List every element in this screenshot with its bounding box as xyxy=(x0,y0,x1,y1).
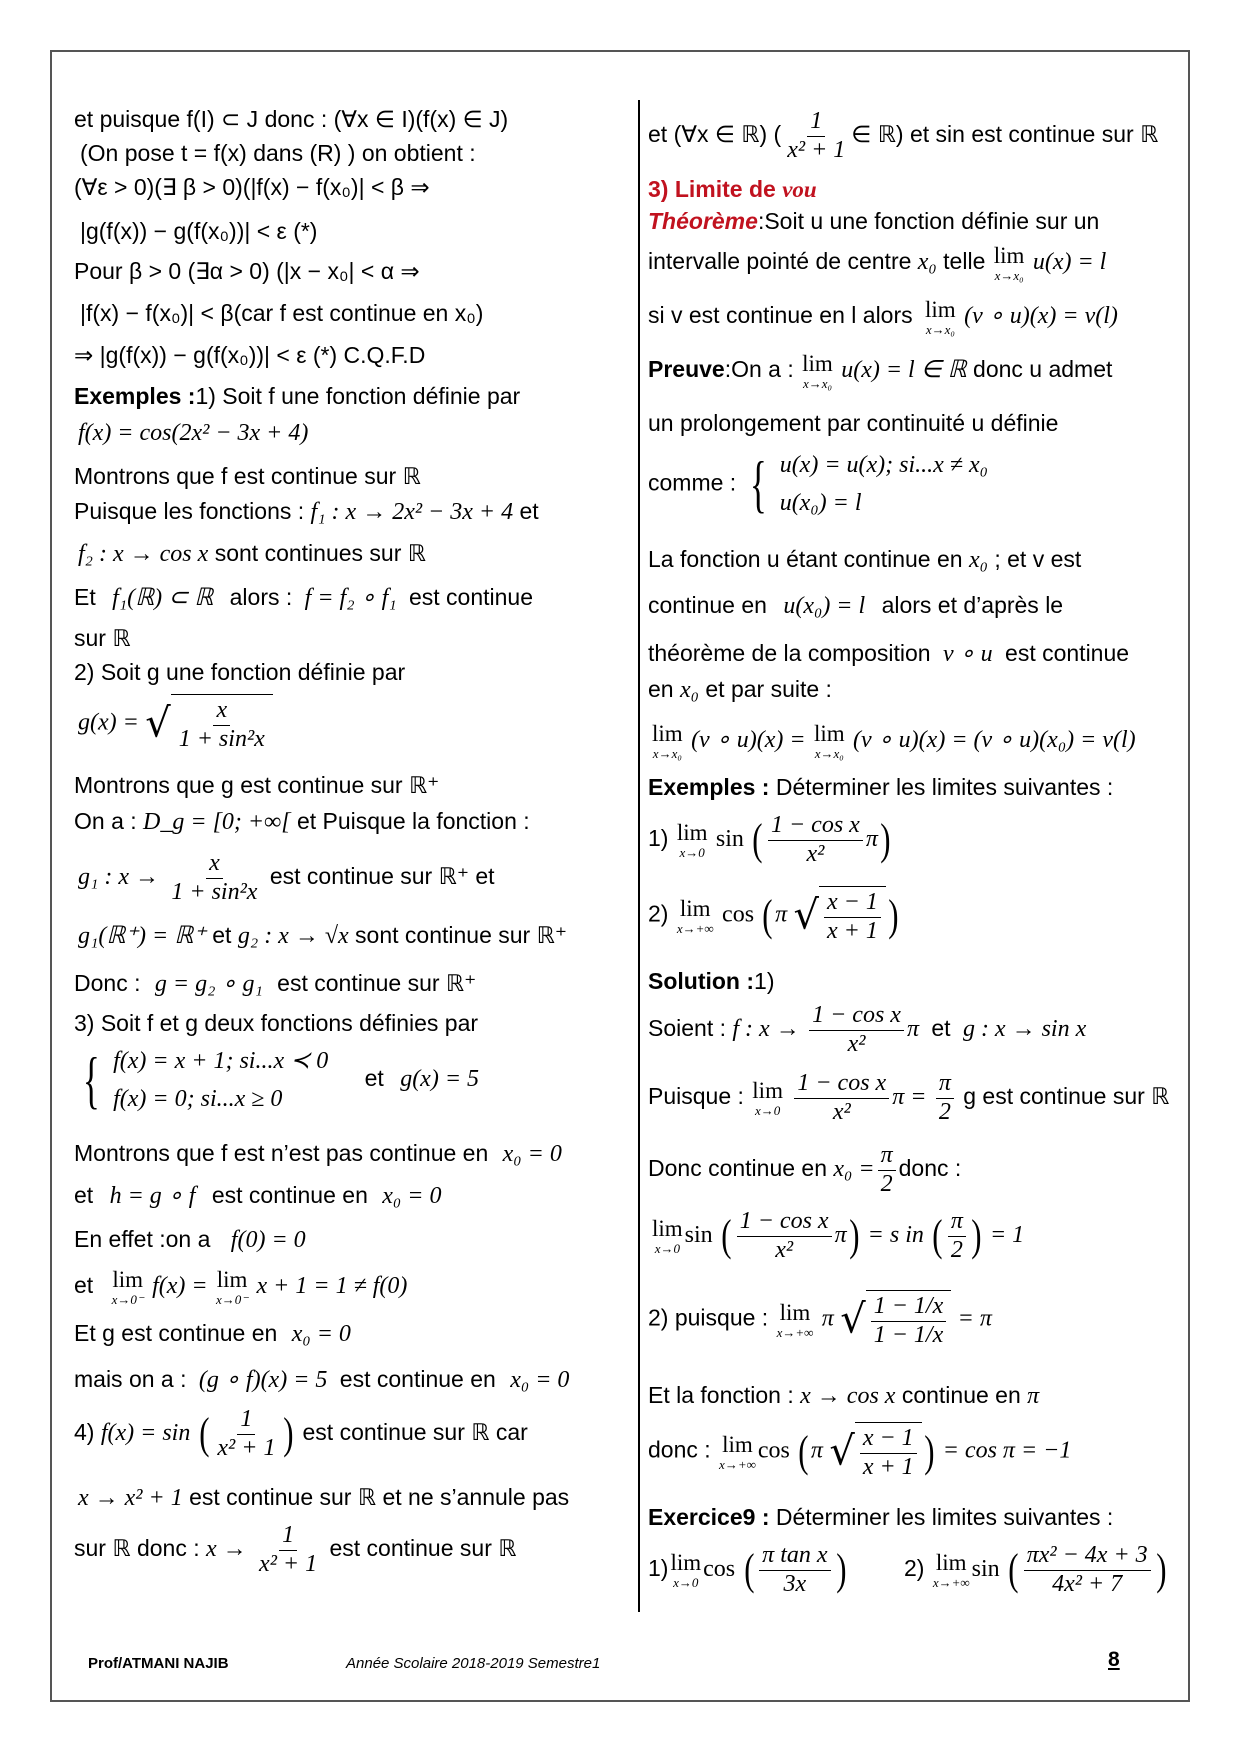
text-line: 2) Soit g une fonction définie par xyxy=(74,659,406,685)
text: alors : xyxy=(229,584,293,610)
text: est continue sur ℝ xyxy=(329,1535,517,1562)
numerator: 1 − cos x xyxy=(768,812,863,841)
formula: x → xyxy=(206,1536,247,1563)
text-line: Montrons que f est continue sur ℝ xyxy=(74,463,421,489)
text: mais on a : xyxy=(74,1366,187,1392)
denominator: x + 1 xyxy=(827,917,878,944)
denominator: x² xyxy=(847,1030,866,1057)
formula-line: 2) puisque : lim x→+∞ π √ $\frac{1 - 1/x}{1 - 1/x}$ = π xyxy=(648,1290,992,1349)
formula: π xyxy=(821,1305,834,1332)
numerator: 1 xyxy=(279,1522,297,1551)
lim: lim xyxy=(652,721,683,746)
text: et Puisque la fonction : xyxy=(296,808,530,834)
formula: u(x) = u(x); si...x ≠ x₀ xyxy=(779,452,988,478)
text: Et la fonction : xyxy=(648,1382,794,1408)
denominator: x² xyxy=(832,1098,851,1125)
text: et xyxy=(931,1015,951,1042)
text: ∈ ℝ) et sin est continue sur ℝ xyxy=(851,121,1159,148)
text: et xyxy=(519,498,539,524)
theorem-title: Théorème xyxy=(648,208,758,234)
lim-sub: x→x₀ xyxy=(925,322,955,337)
formula-line: 1) lim x→0 cos ( $\frac{\text{π tan x}}{3x}$ ) xyxy=(648,1542,846,1597)
lim-sub: x→x₀ xyxy=(814,746,844,761)
text-line: Pour β > 0 (∃α > 0) (|x − x₀| < α ⇒ xyxy=(74,258,420,284)
text-line: sur ℝ xyxy=(74,625,131,651)
lim: lim xyxy=(993,243,1025,268)
formula: π xyxy=(906,1016,919,1043)
examples-heading xyxy=(74,383,520,409)
formula: f = f₂ ∘ f₁ xyxy=(304,585,397,611)
formula: sin xyxy=(971,1556,1000,1583)
solution-heading xyxy=(648,968,774,994)
formula: (v ∘ u)(x) = (v ∘ u)(x₀) = v(l) xyxy=(853,727,1136,754)
formula: g(x) = xyxy=(78,709,139,736)
text-line: et puisque f(I) ⊂ J donc : (∀x ∈ I)(f(x) ∈ J) xyxy=(74,106,509,132)
formula: x₀ = 0 xyxy=(382,1183,442,1209)
exercise-heading xyxy=(648,1504,1113,1530)
lim: lim xyxy=(722,1431,753,1457)
denominator: 4x² + 7 xyxy=(1052,1570,1123,1597)
text-line: 3) Soit f et g deux fonctions définies par xyxy=(74,1010,479,1036)
denominator: 2 xyxy=(880,1170,893,1197)
formula: x₀ xyxy=(917,249,937,276)
formula: x₀ = 0 xyxy=(502,1141,562,1167)
text-line xyxy=(78,1484,569,1513)
formula: π xyxy=(775,901,788,928)
text-line xyxy=(74,808,530,837)
formula: π xyxy=(1027,1383,1040,1409)
formula: = 1 xyxy=(989,1222,1025,1249)
text-line xyxy=(74,584,533,613)
text-line xyxy=(74,1268,407,1306)
text: telle xyxy=(943,248,986,275)
formula: x + 1 = 1 ≠ f(0) xyxy=(256,1273,408,1300)
text: et xyxy=(364,1065,384,1092)
formula-line xyxy=(74,1522,516,1578)
formula: f(x) = xyxy=(152,1273,208,1300)
formula: f₂ : x → cos x xyxy=(78,541,209,567)
lim: lim xyxy=(752,1078,783,1104)
text: g est continue sur ℝ xyxy=(963,1083,1170,1110)
text: Puisque : xyxy=(648,1083,744,1110)
formula-line xyxy=(648,108,1158,164)
formula: = cos π = −1 xyxy=(942,1437,1072,1464)
formula: vou xyxy=(782,177,817,202)
text: :On a : xyxy=(724,356,794,383)
text-line xyxy=(648,298,1118,336)
text: est continue sur ℝ et ne s’annule pas xyxy=(189,1484,570,1510)
text: 1) xyxy=(648,1555,669,1582)
formula: x₀ xyxy=(679,677,699,703)
text: et xyxy=(74,1272,94,1299)
formula: u(x₀) = l xyxy=(779,490,862,517)
text: On a : xyxy=(74,808,137,834)
lim: lim xyxy=(779,1299,811,1325)
formula-line xyxy=(78,850,495,906)
piecewise-system: comme : { u(x) = u(x); si...x ≠ x₀ u(x₀) = l xyxy=(648,446,988,523)
formula: f₁(ℝ) ⊂ ℝ xyxy=(112,585,214,611)
formula: = π xyxy=(957,1305,992,1332)
lim-sub: x→0 xyxy=(679,845,705,861)
lim-sub: x→+∞ xyxy=(932,1575,970,1591)
text: donc : xyxy=(898,1155,962,1182)
denominator: x² + 1 xyxy=(217,1434,276,1461)
text: Soient : xyxy=(648,1015,726,1042)
formula: x₀ = 0 xyxy=(291,1321,351,1347)
text: 1) xyxy=(754,968,775,994)
text: Et xyxy=(74,584,96,610)
text-line: Montrons que g est continue sur ℝ⁺ xyxy=(74,772,440,798)
text: alors et d’après le xyxy=(881,592,1064,618)
formula-line xyxy=(648,1002,1086,1058)
numerator: x xyxy=(213,697,230,726)
text: Déterminer les limites suivantes : xyxy=(775,774,1114,800)
formula: x₀ = 0 xyxy=(510,1367,570,1393)
footer-author: Prof/ATMANI NAJIB xyxy=(88,1655,229,1672)
numerator: π xyxy=(936,1070,954,1099)
text-line xyxy=(74,1366,569,1395)
formula-line xyxy=(648,1070,1169,1126)
numerator: π tan x xyxy=(759,1542,830,1571)
text: est continue sur ℝ⁺ et xyxy=(269,863,495,890)
proof-line xyxy=(648,352,1112,390)
formula: g = g₂ ∘ g₁ xyxy=(154,971,263,997)
text-line xyxy=(78,540,426,569)
formula: π xyxy=(865,826,878,853)
text: :Soit u une fonction définie sur un xyxy=(757,208,1100,234)
text-line: |g(f(x)) − g(f(x₀))| < ε (*) xyxy=(80,218,318,244)
examples-title: Exemples : xyxy=(648,774,770,800)
numerator: 1 − cos x xyxy=(794,1070,889,1099)
text-line xyxy=(74,970,476,999)
lim: lim xyxy=(935,1550,967,1576)
lim: lim xyxy=(652,1216,683,1242)
text: continue en xyxy=(901,1382,1021,1408)
formula: f(x) = x + 1; si...x ≺ 0 xyxy=(113,1048,329,1074)
proof-title: Preuve xyxy=(648,356,725,383)
denominator: x² xyxy=(806,840,825,867)
denominator: x² + 1 xyxy=(259,1550,318,1577)
formula: f(0) = 0 xyxy=(230,1227,306,1253)
section-title: 3) Limite de xyxy=(648,176,776,202)
text: si v est continue en l alors xyxy=(648,302,913,329)
text: intervalle pointé de centre xyxy=(648,248,912,275)
text: 1) xyxy=(648,825,669,852)
text-line xyxy=(74,1226,306,1255)
lim-sub: x→0 xyxy=(673,1575,699,1591)
formula-line xyxy=(650,722,1136,760)
formula-line xyxy=(78,694,273,753)
examples-title: Exemples : xyxy=(74,383,196,409)
text: est continue xyxy=(408,584,534,610)
formula: cos xyxy=(757,1437,790,1464)
formula-line: 2) lim x→+∞ sin ( $\frac{\text{πx² − 4x + 3}}{\text{4x² + 7}}$ ) xyxy=(904,1542,1167,1597)
text: Déterminer les limites suivantes : xyxy=(775,1504,1114,1530)
text: 2) xyxy=(904,1555,925,1582)
numerator: 1 xyxy=(807,108,825,137)
text: Puisque les fonctions : xyxy=(74,498,305,524)
lim-sub: x→+∞ xyxy=(776,1324,814,1340)
numerator: x xyxy=(206,850,223,879)
numerator: πx² − 4x + 3 xyxy=(1024,1542,1151,1571)
formula: g₂ : x → √x xyxy=(237,923,349,949)
formula: (v ∘ u)(x) = v(l) xyxy=(964,303,1118,330)
formula: u(x) = l ∈ ℝ xyxy=(841,357,967,384)
text-line: |f(x) − f(x₀)| < β(car f est continue en x₀) xyxy=(80,300,484,326)
text: donc : xyxy=(648,1436,711,1463)
text: En effet :on a xyxy=(74,1226,211,1252)
lim-sub: x→0⁻ xyxy=(216,1292,249,1307)
text-line xyxy=(648,1382,1039,1411)
text-line: ⇒ |g(f(x)) − g(f(x₀))| < ε (*) C.Q.F.D xyxy=(74,342,426,368)
formula: f(x) = 0; si...x ≥ 0 xyxy=(113,1086,283,1113)
text: est continue xyxy=(1005,640,1130,666)
text-line: (∀ε > 0)(∃ β > 0)(|f(x) − f(x₀)| < β ⇒ xyxy=(74,174,430,200)
formula: (v ∘ u)(x) = xyxy=(691,727,806,754)
text: et xyxy=(212,922,232,948)
column-divider xyxy=(638,100,640,1612)
text: et (∀x ∈ ℝ) ( xyxy=(648,121,782,148)
numerator: 1 − 1/x xyxy=(871,1293,947,1322)
lim: lim xyxy=(679,895,711,921)
text: ; et v est xyxy=(994,546,1082,572)
formula-line: 4) f(x) = sin ( $\frac{1}{\text{x² + 1}}$ ) est continue sur ℝ car xyxy=(74,1406,528,1461)
formula: g : x → sin x xyxy=(962,1016,1087,1043)
denominator: 1 − 1/x xyxy=(873,1321,944,1348)
text: est continue sur ℝ⁺ xyxy=(277,970,477,996)
text: Donc : xyxy=(74,970,141,996)
text: sur ℝ donc : xyxy=(74,1535,200,1562)
formula: h = g ∘ f xyxy=(109,1183,196,1209)
denominator: x² + 1 xyxy=(787,136,846,163)
section-heading xyxy=(648,176,817,203)
formula: x → x² + 1 xyxy=(78,1485,183,1511)
text: est continue sur ℝ car xyxy=(302,1419,528,1446)
numerator: π xyxy=(948,1208,966,1237)
formula: f₁ : x → 2x² − 3x + 4 xyxy=(310,499,514,525)
numerator: 1 − cos x xyxy=(809,1002,904,1031)
denominator: x + 1 xyxy=(862,1453,914,1480)
formula: cos xyxy=(722,901,755,928)
text: est continue en xyxy=(339,1366,496,1392)
formula-line: 2) lim x→+∞ cos (π √ $\frac{x - 1}{x + 1}$ ) xyxy=(648,886,901,945)
formula: u(x) = l xyxy=(1032,249,1107,276)
lim: lim xyxy=(112,1267,143,1292)
text: 1) Soit f une fonction définie par xyxy=(195,383,521,409)
text: Et g est continue en xyxy=(74,1320,278,1346)
text: 2) puisque : xyxy=(648,1304,769,1331)
formula: π xyxy=(810,1437,823,1464)
text-line xyxy=(74,1140,562,1169)
formula: π xyxy=(834,1222,847,1249)
formula: sin xyxy=(684,1222,713,1249)
formula-line: 1) lim x→0 sin ( $\frac{\text{1 − cos x}}{\text{x²}}$ π) xyxy=(648,812,891,867)
formula: π = xyxy=(892,1084,927,1111)
footer-year: Année Scolaire 2018-2019 Semestre1 xyxy=(346,1655,601,1672)
page-number: 8 xyxy=(1108,1648,1120,1671)
formula: g₁(ℝ⁺) = ℝ⁺ xyxy=(78,923,206,949)
solution-title: Solution : xyxy=(648,968,755,994)
text-line xyxy=(78,922,567,951)
text: est continue en xyxy=(211,1182,368,1208)
lim-sub: x→x₀ xyxy=(994,268,1024,283)
formula: cos xyxy=(703,1556,736,1583)
formula-line: lim x→0 sin ( $\frac{\text{1 − cos x}}{\text{x²}}$ π) = s in ( $\frac{\pi}{2}$ ) = 1 xyxy=(652,1208,1025,1263)
formula-line: donc : lim x→+∞ cos (π √ $\frac{x - 1}{x + 1}$ ) = cos π = −1 xyxy=(648,1422,1071,1481)
numerator: x − 1 xyxy=(824,889,881,918)
lim: lim xyxy=(216,1267,248,1292)
sqrt: √ $\frac{x}{\text{1 + sin²x}}$ xyxy=(145,694,273,753)
text-line xyxy=(74,498,539,527)
text: comme : xyxy=(648,469,737,496)
lim: lim xyxy=(670,1550,702,1576)
lim: lim xyxy=(676,820,708,846)
denominator: 1 + sin²x xyxy=(171,878,258,905)
text: Montrons que f est n’est pas continue en xyxy=(74,1140,489,1166)
numerator: 1 xyxy=(237,1406,255,1435)
formula: f(x) = sin xyxy=(100,1420,191,1447)
formula: f : x → xyxy=(732,1016,800,1043)
text: Donc continue en xyxy=(648,1155,828,1182)
formula: u(x₀) = l xyxy=(783,593,866,619)
text-line xyxy=(74,1320,351,1349)
text-line xyxy=(648,546,1081,575)
numerator: x − 1 xyxy=(860,1425,917,1454)
lim-sub: x→x₀ xyxy=(652,746,682,761)
formula: g(x) = 5 xyxy=(400,1066,480,1093)
formula: D_g = [0; +∞[ xyxy=(143,809,291,835)
text: 2) xyxy=(648,900,669,927)
formula: x → cos x xyxy=(800,1383,896,1409)
exercise-title: Exercice9 : xyxy=(648,1504,770,1530)
formula: g₁ : x → xyxy=(78,864,159,891)
lim-sub: x→+∞ xyxy=(676,920,714,936)
theorem-line xyxy=(648,208,1099,234)
lim-sub: x→x₀ xyxy=(802,376,833,391)
lim-sub: x→+∞ xyxy=(719,1456,756,1472)
text: et xyxy=(74,1182,94,1208)
formula-line xyxy=(648,1142,961,1198)
numerator: π xyxy=(878,1142,896,1171)
text-line xyxy=(648,244,1106,282)
text: et par suite : xyxy=(705,676,832,702)
denominator: x² xyxy=(775,1236,794,1263)
text: donc u admet xyxy=(973,356,1113,383)
text-line xyxy=(648,640,1129,669)
text: La fonction u étant continue en xyxy=(648,546,963,572)
text-line: (On pose t = f(x) dans (R) ) on obtient : xyxy=(80,140,476,166)
denominator: 1 + sin²x xyxy=(178,725,265,752)
text: continue en xyxy=(648,592,767,618)
lim: lim xyxy=(925,297,956,322)
text-line xyxy=(648,592,1063,621)
denominator: 3x xyxy=(783,1570,807,1597)
formula: (g ∘ f)(x) = 5 xyxy=(198,1367,328,1393)
formula: = s in xyxy=(867,1222,924,1249)
text: sont continue sur ℝ⁺ xyxy=(355,922,567,948)
text: 4) xyxy=(74,1419,95,1446)
text-line: un prolongement par continuité u définie xyxy=(648,410,1059,436)
numerator: 1 − cos x xyxy=(737,1208,832,1237)
formula: x₀ xyxy=(968,547,988,573)
lim-sub: x→0 xyxy=(754,1103,781,1119)
formula: sin xyxy=(715,826,744,853)
formula: f(x) = cos(2x² − 3x + 4) xyxy=(78,420,309,446)
formula: v ∘ u xyxy=(942,641,993,667)
text-line xyxy=(648,676,832,705)
text: théorème de la composition xyxy=(648,640,931,666)
denominator: 2 xyxy=(938,1098,951,1125)
lim: lim xyxy=(802,351,833,376)
formula: x₀ = xyxy=(833,1156,875,1183)
examples-heading xyxy=(648,774,1113,800)
lim-sub: x→0 xyxy=(654,1241,680,1257)
piecewise-system: { f(x) = x + 1; si...x ≺ 0 f(x) = 0; si...x ≥ 0 et g(x) = 5 xyxy=(76,1042,479,1119)
lim-sub: x→0⁻ xyxy=(111,1292,144,1307)
text-line xyxy=(74,1182,441,1211)
lim: lim xyxy=(813,721,845,746)
denominator: 2 xyxy=(950,1236,963,1263)
text: en xyxy=(648,676,674,702)
text: sont continues sur ℝ xyxy=(214,540,426,566)
